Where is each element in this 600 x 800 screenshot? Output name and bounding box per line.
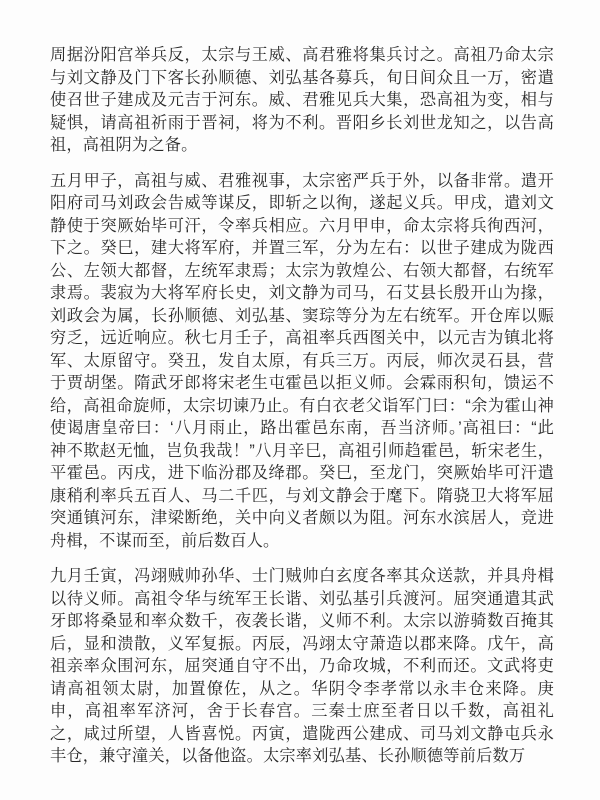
text-line: 之，咸过所望，人皆喜悦。丙寅，遣陇西公建成、司马刘文静屯兵永 <box>50 724 554 743</box>
text-line: 与刘文静及门下客长孙顺德、刘弘基各募兵，旬日间众且一万，密遣 <box>50 68 554 87</box>
text-line: 隶焉。裴寂为大将军府长史，刘文静为司马，石艾县长殷开山为掾， <box>50 284 554 302</box>
text-line: 下之。癸巳，建大将军府，并置三军，分为左右：以世子建成为陇西 <box>50 239 554 257</box>
text-line: 阳府司马刘政会告威等谋反，即斩之以徇，遂起义兵。甲戌，遣刘文 <box>50 194 554 212</box>
text-line: 刘政会为属，长孙顺德、刘弘基、窦琮等分为左右统军。开仓库以赈 <box>50 306 554 325</box>
paragraph-3 <box>50 565 554 768</box>
text-line: 使召世子建成及元吉于河东。威、君雅见兵大集，恐高祖为变，相与 <box>50 91 554 109</box>
text-line: 给，高祖命旋师，太宗切谏乃止。有白衣老父诣军门曰：“余为霍山神 <box>50 396 554 415</box>
text-line: 周据汾阳宫举兵反，太宗与王威、高君雅将集兵讨之。高祖乃命太宗 <box>50 46 554 64</box>
paragraph-2 <box>50 170 554 553</box>
text-line: 于贾胡堡。隋武牙郎将宋老生屯霍邑以拒义师。会霖雨积旬，馈运不 <box>50 374 554 392</box>
text-line: 以待义师。高祖令华与统军王长谐、刘弘基引兵渡河。屈突通遣其武 <box>50 589 554 608</box>
paragraph-1 <box>50 44 554 157</box>
text-line: 五月甲子，高祖与威、君雅视事，太宗密严兵于外，以备非常。遣开 <box>50 171 554 190</box>
text-line: 祖，高祖阴为之备。 <box>50 136 198 154</box>
text-line: 平霍邑。丙戌，进下临汾郡及绛郡。癸巳，至龙门，突厥始毕可汗遣 <box>50 464 554 482</box>
text-line: 牙郎将桑显和率众数千，夜袭长谐，义师不利。太宗以游骑数百掩其 <box>50 612 554 630</box>
text-line: 使谒唐皇帝曰：‘八月雨止，路出霍邑东南，吾当济师。’高祖曰：“此 <box>50 419 554 437</box>
text-line: 疑惧，请高祖祈雨于晋祠，将为不利。晋阳乡长刘世龙知之，以告高 <box>50 113 554 132</box>
text-line: 九月壬寅，冯翊贼帅孙华、士门贼帅白玄度各率其众送款，并具舟楫 <box>50 567 554 585</box>
text-line: 军、太原留守。癸丑，发自太原，有兵三万。丙辰，师次灵石县，营 <box>50 351 554 370</box>
text-line: 后，显和溃散，义军复振。丙辰，冯翊太守萧造以郡来降。戊午，高 <box>50 634 554 653</box>
text-line: 穷乏，远近响应。秋七月壬子，高祖率兵西图关中，以元吉为镇北将 <box>50 329 554 347</box>
text-line: 公、左领大都督，左统军隶焉；太宗为敦煌公、右领大都督，右统军 <box>50 261 554 280</box>
text-line: 突通镇河东，津梁断绝，关中向义者颇以为阻。河东水滨居人，竞进 <box>50 509 554 527</box>
text-line: 申，高祖率军济河，舍于长春宫。三秦士庶至者日以千数，高祖礼 <box>50 702 554 720</box>
text-line: 静使于突厥始毕可汗，令率兵相应。六月甲申，命太宗将兵徇西河， <box>50 216 554 235</box>
text-line: 舟楫，不谋而至，前后数百人。 <box>50 531 280 550</box>
text-line: 请高祖领太尉，加置僚佐，从之。华阴令李孝常以永丰仓来降。庚 <box>50 679 554 698</box>
text-line: 神不欺赵无恤，岂负我哉！”八月辛巳，高祖引师趋霍邑，斩宋老生， <box>50 441 554 460</box>
text-line: 祖亲率众围河东，屈突通自守不出，乃命攻城，不利而还。文武将吏 <box>50 657 554 675</box>
text-line: 康稍利率兵五百人、马二千匹，与刘文静会于麾下。隋骁卫大将军屈 <box>50 486 554 505</box>
text-line: 丰仓，兼守潼关，以备他盗。太宗率刘弘基、长孙顺德等前后数万 <box>50 747 526 765</box>
